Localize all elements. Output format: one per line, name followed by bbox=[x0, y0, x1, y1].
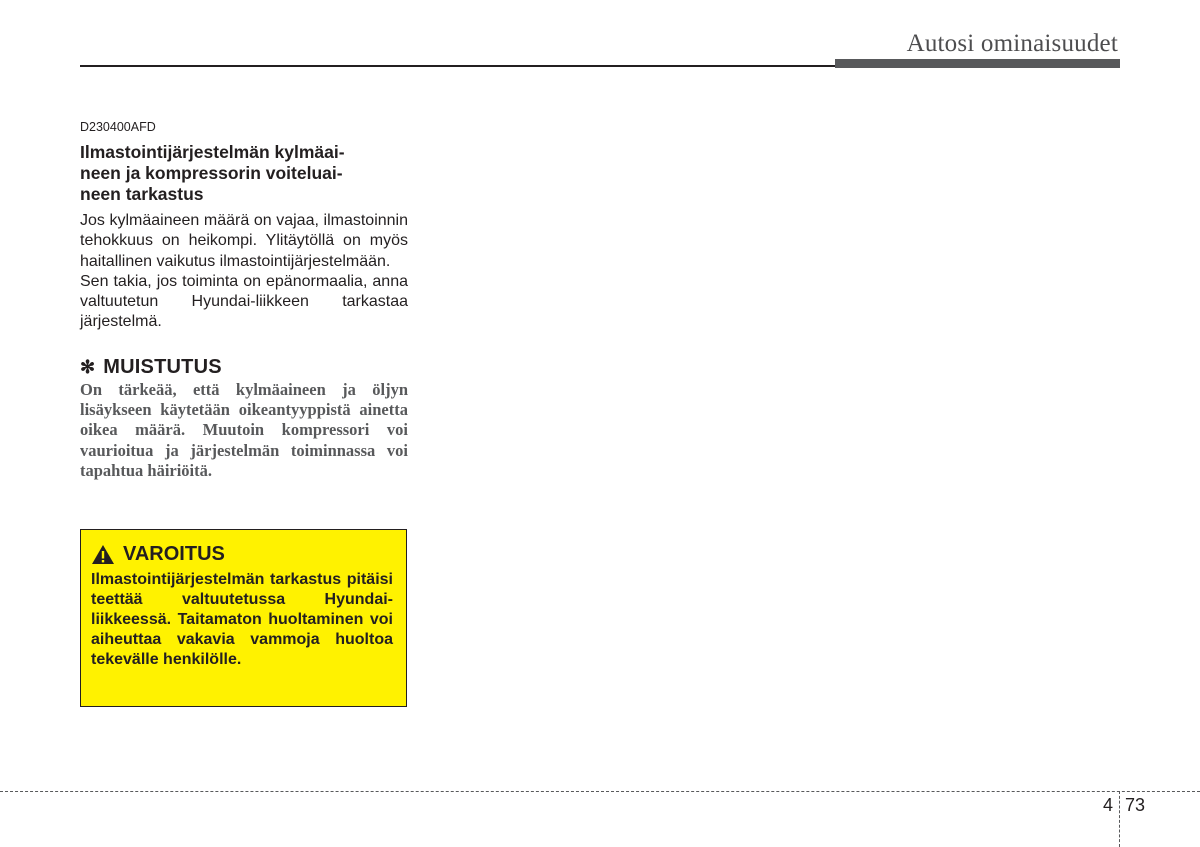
warning-heading bbox=[91, 543, 393, 566]
warning-box bbox=[80, 529, 407, 707]
notice-heading bbox=[80, 356, 408, 379]
body-paragraph: Jos kylmäaineen määrä on vajaa, ilmastoinnin tehokkuus on heikompi. Ylitäytöllä on myös haitallinen vaikutus ilmastointijärjestelmään. bbox=[80, 212, 408, 270]
section-code: D230400AFD bbox=[80, 120, 156, 134]
section-heading bbox=[80, 142, 390, 205]
section-heading-line: neen ja kompressorin voiteluai- bbox=[80, 163, 343, 183]
main-column bbox=[80, 118, 408, 481]
warning-title: VAROITUS bbox=[123, 543, 225, 565]
notice-title: MUISTUTUS bbox=[103, 355, 222, 378]
section-heading-line: neen tarkastus bbox=[80, 184, 204, 204]
footer-divider bbox=[0, 791, 1200, 792]
page-header-title: Autosi ominaisuudet bbox=[906, 30, 1118, 57]
notice-text: On tärkeää, että kylmäaineen ja öljyn lisäykseen käytetään oikeantyyppistä ainetta oikea määrä. Muutoin kompressori voi vaurioitua ja järjestelmän toiminnassa voi tapahtua häiriöitä. bbox=[80, 379, 408, 480]
section-heading-line: Ilmastointijärjestelmän kylmäai- bbox=[80, 142, 345, 162]
footer-page-separator bbox=[1119, 791, 1120, 847]
warning-text: Ilmastointijärjestelmän tarkastus pitäisi teettää valtuutetussa Hyundai-liikkeessä. Taitamaton huoltaminen voi aiheuttaa vakavia vammoja huoltoa tekevälle henkilölle. bbox=[91, 571, 393, 668]
header-rule bbox=[80, 65, 840, 67]
body-paragraph: Sen takia, jos toiminta on epänormaalia, anna valtuutetun Hyundai-liikkeen tarkastaa järjestelmä. bbox=[80, 272, 408, 331]
asterisk-icon: ✻ bbox=[80, 356, 96, 377]
header-accent-bar bbox=[835, 59, 1120, 68]
warning-triangle-icon bbox=[91, 544, 115, 565]
chapter-number: 4 bbox=[1103, 795, 1114, 815]
page-number: 73 bbox=[1125, 795, 1146, 815]
